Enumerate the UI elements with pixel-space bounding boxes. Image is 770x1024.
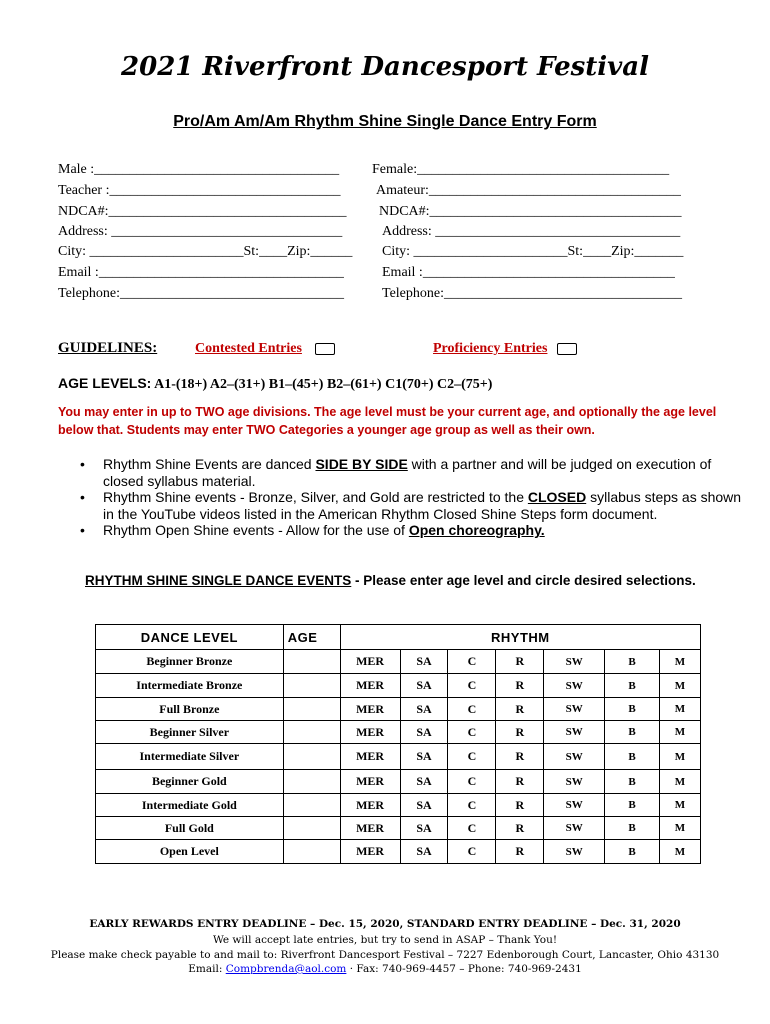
form-subtitle: Pro/Am Am/Am Rhythm Shine Single Dance Entry Form xyxy=(173,113,597,130)
dance-option-cell[interactable]: MER xyxy=(340,721,400,744)
list-item: • Rhythm Open Shine events - Allow for the use of Open choreography. xyxy=(80,522,545,538)
contested-entries-checkbox[interactable] xyxy=(315,343,335,355)
age-header: AGE xyxy=(283,625,340,650)
table-row xyxy=(96,721,701,744)
dance-option-cell[interactable]: SA xyxy=(400,840,448,864)
table-row xyxy=(96,770,701,794)
dance-option-cell[interactable]: C xyxy=(448,794,496,817)
notice-line-1: You may enter in up to TWO age divisions. The age level must be your current age, and optionally the age level xyxy=(58,405,717,419)
dance-option-cell[interactable]: R xyxy=(496,770,544,794)
age-input-cell[interactable] xyxy=(283,817,340,840)
female-field[interactable]: Female:____________________________________ xyxy=(372,162,670,177)
telephone-field-right[interactable]: Telephone:__________________________________ xyxy=(382,286,682,301)
dance-option-cell[interactable]: MER xyxy=(340,674,400,698)
email-link[interactable]: Compbrenda@aol.com xyxy=(225,963,347,975)
dance-option-cell[interactable]: SW xyxy=(544,840,605,864)
age-input-cell[interactable] xyxy=(283,744,340,770)
table-row xyxy=(96,650,701,674)
table-row xyxy=(96,840,701,864)
dance-level-cell: Intermediate Silver xyxy=(96,744,284,770)
mailing-address-text: Please make check payable to and mail to: Riverfront Dancesport Festival – 7227 Edenborough Court, Lancaster, Ohio 43130 xyxy=(50,949,720,961)
dance-option-cell[interactable]: R xyxy=(496,744,544,770)
dance-level-cell: Intermediate Gold xyxy=(96,794,284,817)
dance-option-cell[interactable]: C xyxy=(448,650,496,674)
dance-option-cell[interactable]: SA xyxy=(400,698,448,721)
dance-option-cell[interactable]: B xyxy=(605,744,660,770)
bullet-icon: • xyxy=(80,489,85,505)
contested-entries-label: Contested Entries xyxy=(195,341,302,356)
dance-option-cell[interactable]: SA xyxy=(400,721,448,744)
age-input-cell[interactable] xyxy=(283,794,340,817)
email-label: Email: xyxy=(188,963,226,975)
dance-option-cell[interactable]: C xyxy=(448,770,496,794)
teacher-field[interactable]: Teacher :_________________________________ xyxy=(58,183,341,198)
list-item: • Rhythm Shine events - Bronze, Silver, and Gold are restricted to the CLOSED syllabus steps as shown in the YouTube videos listed in the American Rhythm Closed Shine Steps form document. xyxy=(80,489,742,522)
dance-option-cell[interactable]: SW xyxy=(544,770,605,794)
age-input-cell[interactable] xyxy=(283,674,340,698)
dance-option-cell[interactable]: MER xyxy=(340,698,400,721)
dance-level-cell: Beginner Bronze xyxy=(96,650,284,674)
proficiency-entries-checkbox[interactable] xyxy=(557,343,577,355)
list-item: • Rhythm Shine Events are danced SIDE BY SIDE with a partner and will be judged on execution of closed syllabus material. xyxy=(80,456,712,489)
age-input-cell[interactable] xyxy=(283,698,340,721)
rules-list xyxy=(77,456,742,539)
table-header-row xyxy=(96,625,701,650)
table-row xyxy=(96,794,701,817)
dance-option-cell[interactable]: SW xyxy=(544,794,605,817)
fax-phone-text: · Fax: 740-969-4457 – Phone: 740-969-2431 xyxy=(346,963,582,975)
dance-option-cell[interactable]: MER xyxy=(340,770,400,794)
email-field-right[interactable]: Email :____________________________________ xyxy=(382,265,675,280)
dance-option-cell[interactable]: B xyxy=(605,770,660,794)
ndca-field-right[interactable]: NDCA#:____________________________________ xyxy=(379,204,682,219)
dance-option-cell[interactable]: C xyxy=(448,674,496,698)
dance-option-cell[interactable]: SW xyxy=(544,650,605,674)
dance-option-cell[interactable]: SA xyxy=(400,817,448,840)
age-levels-label: AGE LEVELS: xyxy=(58,375,152,391)
dance-option-cell[interactable]: M xyxy=(660,650,701,674)
dance-option-cell[interactable]: M xyxy=(660,721,701,744)
dance-option-cell[interactable]: R xyxy=(496,721,544,744)
dance-option-cell[interactable]: C xyxy=(448,817,496,840)
dance-option-cell[interactable]: SW xyxy=(544,698,605,721)
events-heading-rest: - Please enter age level and circle desired selections. xyxy=(351,573,696,588)
dance-option-cell[interactable]: MER xyxy=(340,794,400,817)
dance-option-cell[interactable]: R xyxy=(496,840,544,864)
table-row xyxy=(96,674,701,698)
form-title: 2021 Riverfront Dancesport Festival xyxy=(121,52,649,82)
dance-option-cell[interactable]: SW xyxy=(544,721,605,744)
dance-option-cell[interactable]: C xyxy=(448,698,496,721)
dance-option-cell[interactable]: C xyxy=(448,721,496,744)
age-input-cell[interactable] xyxy=(283,840,340,864)
dance-option-cell[interactable]: C xyxy=(448,744,496,770)
address-field-right[interactable]: Address: ___________________________________ xyxy=(382,224,681,239)
dance-level-cell: Intermediate Bronze xyxy=(96,674,284,698)
age-levels xyxy=(58,375,492,393)
bullet-icon: • xyxy=(80,522,85,538)
age-levels-values: A1-(18+) A2–(31+) B1–(45+) B2–(61+) C1(70+) C2–(75+) xyxy=(154,377,493,392)
proficiency-entries-label: Proficiency Entries xyxy=(433,341,548,356)
age-input-cell[interactable] xyxy=(283,650,340,674)
dance-level-cell: Open Level xyxy=(96,840,284,864)
dance-option-cell[interactable]: SA xyxy=(400,674,448,698)
dance-option-cell[interactable]: B xyxy=(605,840,660,864)
dance-option-cell[interactable]: SW xyxy=(544,744,605,770)
dance-level-cell: Beginner Silver xyxy=(96,721,284,744)
dance-option-cell[interactable]: MER xyxy=(340,840,400,864)
dance-option-cell[interactable]: SW xyxy=(544,817,605,840)
dance-option-cell[interactable]: M xyxy=(660,674,701,698)
deadline-text: EARLY REWARDS ENTRY DEADLINE – Dec. 15, 2020, STANDARD ENTRY DEADLINE – Dec. 31, 2020 xyxy=(89,918,681,930)
table-row xyxy=(96,698,701,721)
dance-option-cell[interactable]: M xyxy=(660,770,701,794)
dance-option-cell[interactable]: R xyxy=(496,698,544,721)
email-field-left[interactable]: Email :___________________________________ xyxy=(58,265,344,280)
city-field-right[interactable]: City: ______________________St:____Zip:_______ xyxy=(382,244,684,259)
dance-option-cell[interactable]: M xyxy=(660,817,701,840)
dance-level-cell: Full Bronze xyxy=(96,698,284,721)
dance-option-cell[interactable]: B xyxy=(605,794,660,817)
ndca-field-left[interactable]: NDCA#:__________________________________ xyxy=(58,204,347,219)
table-row xyxy=(96,817,701,840)
events-table xyxy=(95,624,701,864)
dance-option-cell[interactable]: R xyxy=(496,817,544,840)
dance-option-cell[interactable]: SW xyxy=(544,674,605,698)
dance-option-cell[interactable]: M xyxy=(660,840,701,864)
rhythm-header: RHYTHM xyxy=(340,625,700,650)
dance-option-cell[interactable]: M xyxy=(660,698,701,721)
guidelines-label: GUIDELINES: xyxy=(58,340,158,356)
table-row xyxy=(96,744,701,770)
dance-level-cell: Beginner Gold xyxy=(96,770,284,794)
age-input-cell[interactable] xyxy=(283,770,340,794)
telephone-field-left[interactable]: Telephone:________________________________ xyxy=(58,286,344,301)
dance-option-cell[interactable]: B xyxy=(605,721,660,744)
dance-option-cell[interactable]: B xyxy=(605,698,660,721)
dance-option-cell[interactable]: R xyxy=(496,794,544,817)
events-heading xyxy=(85,573,696,588)
amateur-field[interactable]: Amateur:____________________________________ xyxy=(376,183,681,198)
late-entries-text: We will accept late entries, but try to send in ASAP – Thank You! xyxy=(212,934,558,946)
dance-option-cell[interactable]: SA xyxy=(400,744,448,770)
male-field[interactable]: Male :___________________________________ xyxy=(58,162,340,177)
dance-option-cell[interactable]: C xyxy=(448,840,496,864)
age-division-notice xyxy=(58,403,738,439)
dance-level-cell: Full Gold xyxy=(96,817,284,840)
dance-level-header: DANCE LEVEL xyxy=(96,625,284,650)
dance-option-cell[interactable]: MER xyxy=(340,650,400,674)
events-table-body xyxy=(96,650,701,864)
dance-option-cell[interactable]: SA xyxy=(400,650,448,674)
address-field-left[interactable]: Address: _________________________________ xyxy=(58,224,343,239)
dance-option-cell[interactable]: B xyxy=(605,674,660,698)
dance-option-cell[interactable]: B xyxy=(605,650,660,674)
dance-option-cell[interactable]: M xyxy=(660,794,701,817)
contact-line xyxy=(0,963,770,975)
city-field-left[interactable]: City: ______________________St:____Zip:______ xyxy=(58,244,353,259)
bullet-icon: • xyxy=(80,456,85,472)
events-heading-title: RHYTHM SHINE SINGLE DANCE EVENTS xyxy=(85,573,352,588)
dance-option-cell[interactable]: B xyxy=(605,817,660,840)
dance-option-cell[interactable]: MER xyxy=(340,744,400,770)
dance-option-cell[interactable]: SA xyxy=(400,794,448,817)
dance-option-cell[interactable]: R xyxy=(496,650,544,674)
dance-option-cell[interactable]: R xyxy=(496,674,544,698)
dance-option-cell[interactable]: MER xyxy=(340,817,400,840)
dance-option-cell[interactable]: SA xyxy=(400,770,448,794)
dance-option-cell[interactable]: M xyxy=(660,744,701,770)
notice-line-2: below that. Students may enter TWO Categories a younger age group as well as their own. xyxy=(58,423,595,437)
age-input-cell[interactable] xyxy=(283,721,340,744)
